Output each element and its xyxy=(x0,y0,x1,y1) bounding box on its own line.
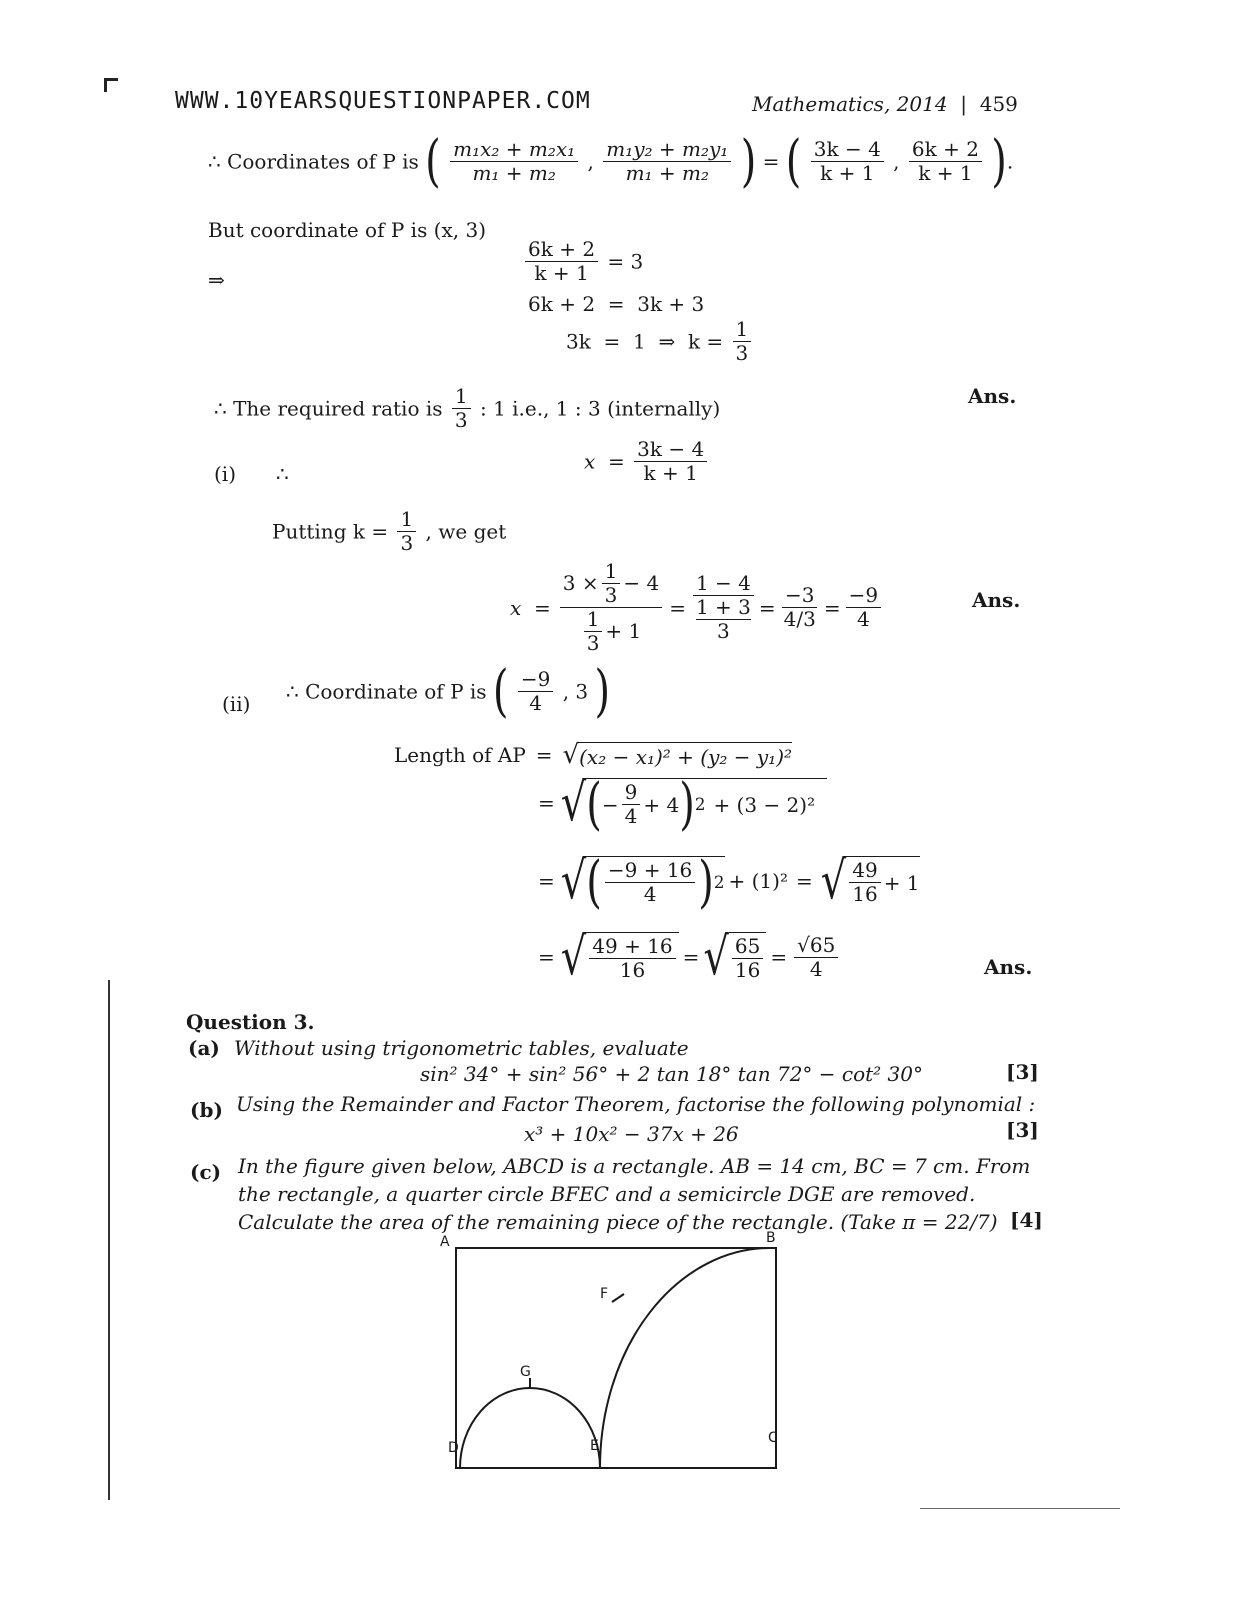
calc-top-a: 3 × xyxy=(562,571,599,595)
equation-2: 6k + 2 = 3k + 3 xyxy=(528,292,705,316)
x-label: x = xyxy=(584,449,625,474)
paren-close: ) xyxy=(991,129,1007,194)
paren-open: ( xyxy=(425,129,441,194)
length-label: Length of AP xyxy=(394,743,526,767)
calc-bot-b: + 1 xyxy=(605,619,642,643)
l3-final-frac: $\frac{√65}{4}$ xyxy=(794,934,838,981)
calc-top-frac: $\frac{1}{3}$ xyxy=(602,560,621,607)
coordP-post: , 3 xyxy=(562,679,589,704)
coordinates-line: ∴ Coordinates of P is ( $\frac{\text{m₁x₂ + m₂x₁}}{\text{m₁ + m₂}}$ , $\frac{\text{m₁y₂ + m₂y₁}}{\text{m₁ + m₂}}$ ) = ( $\frac{3k - 4}{k + 1}$ , $\frac{6k + 2}{k + 1}$ ). xyxy=(208,129,1014,194)
scan-mark xyxy=(104,78,107,92)
l2-frac: $\frac{-9 + 16}{4}$ xyxy=(605,859,695,906)
l1-plus: + 4 xyxy=(643,792,680,817)
question-b-label: (b) xyxy=(190,1098,223,1122)
section-frac-x: $\frac{\text{m₁x₂ + m₂x₁}}{\text{m₁ + m₂}}$ xyxy=(450,138,578,185)
label-b: B xyxy=(766,1230,776,1246)
running-header xyxy=(752,92,1018,116)
question-c-marks: [4] xyxy=(1010,1208,1043,1232)
rectangle-abcd xyxy=(456,1248,776,1468)
answer-mark: Ans. xyxy=(984,955,1033,979)
header-divider: | xyxy=(953,92,974,116)
question-b-text: Using the Remainder and Factor Theorem, factorise the following polynomial : xyxy=(236,1092,1036,1116)
page-number: 459 xyxy=(979,92,1018,116)
length-step-2: = √ ( $\frac{-9 + 16}{4}$ ) 2 + (1)² = √ $\frac{49}{16}$ + 1 xyxy=(538,850,920,915)
scan-bottom-line xyxy=(920,1508,1120,1509)
answer-mark: Ans. xyxy=(968,384,1017,408)
quarter-circle-bfec xyxy=(600,1248,770,1468)
calc-step2: $\frac{-3}{4/3}$ xyxy=(783,583,816,631)
but-coordinate-line: But coordinate of P is (x, 3) xyxy=(208,218,487,242)
putting-frac: $\frac{1}{3}$ xyxy=(397,508,416,555)
coordP-pre: ∴ Coordinate of P is xyxy=(286,679,487,704)
l2-right-tail: + 1 xyxy=(883,870,920,895)
label-e: E xyxy=(590,1438,599,1454)
l1-tail: + (3 − 2)² xyxy=(713,792,816,817)
question-c-label: (c) xyxy=(190,1160,222,1184)
part-i-label: (i) xyxy=(214,462,237,486)
question-b-marks: [3] xyxy=(1006,1118,1039,1142)
rectangle-figure xyxy=(440,1230,860,1498)
length-step-3: = √ $\frac{49 + 16}{16}$ = √ $\frac{65}{16}$ = $\frac{√65}{4}$ xyxy=(538,932,841,982)
calc-bot-frac: $\frac{1}{3}$ xyxy=(584,608,603,655)
answer-mark: Ans. xyxy=(972,588,1021,612)
implies-symbol: ⇒ xyxy=(208,268,225,292)
eq1-frac: $\frac{6k + 2}{k + 1}$ xyxy=(525,238,598,285)
k-frac-x: $\frac{3k - 4}{k + 1}$ xyxy=(811,138,884,185)
length-formula: Length of AP = √ (x₂ − x₁)² + (y₂ − y₁)² xyxy=(394,740,793,770)
coordP-frac: $\frac{-9}{4}$ xyxy=(518,668,553,715)
equation-1 xyxy=(522,238,643,285)
eq3-left: 3k = 1 ⇒ k = xyxy=(566,329,724,354)
sqrt-sign: √ xyxy=(703,927,729,987)
equation-3 xyxy=(566,318,754,365)
ratio-post: : 1 i.e., 1 : 3 (internally) xyxy=(479,396,721,421)
sqrt-sign: √ xyxy=(820,851,847,911)
l3-mid-frac: $\frac{65}{16}$ xyxy=(732,935,763,982)
label-d: D xyxy=(448,1440,459,1456)
calc-complex-frac xyxy=(560,560,662,655)
calc-lhs: x = xyxy=(510,595,551,620)
question-a-label: (a) xyxy=(188,1036,220,1060)
coordinate-p-line xyxy=(286,659,611,724)
ratio-line xyxy=(214,385,720,432)
paren-close: ) xyxy=(594,659,611,724)
part-ii-label: (ii) xyxy=(222,692,251,716)
calc-top-b: − 4 xyxy=(623,571,660,595)
length-radicand: (x₂ − x₁)² + (y₂ − y₁)² xyxy=(579,742,792,769)
sqrt-sign: √ xyxy=(560,773,587,833)
scan-edge-line xyxy=(108,980,110,1500)
sqrt-sign: √ xyxy=(560,927,587,987)
l2-right-frac: $\frac{49}{16}$ xyxy=(849,859,880,906)
paren-open: ( xyxy=(492,659,509,724)
l1-minus: − xyxy=(601,792,619,817)
x-calculation: x = 3 × $\frac{1}{3}$ − 4 $\frac{1}{3}$ + 1 = 1 − 4 1 + 3 3 = $\frac{-3}{4/3}$ = $\frac{-9}{4}$ xyxy=(510,560,884,655)
question-c-line-3: Calculate the area of the remaining piece of the rectangle. (Take π = 22/7) xyxy=(238,1210,998,1234)
putting-line xyxy=(272,508,506,555)
subject-title: Mathematics, 2014 xyxy=(752,92,948,116)
semicircle-dge xyxy=(460,1388,600,1468)
label-c: C xyxy=(768,1430,778,1446)
coord-label: ∴ Coordinates of P is xyxy=(208,149,419,174)
putting-pre: Putting k = xyxy=(272,519,389,544)
question-title: Question 3. xyxy=(186,1010,315,1034)
calc-step3: $\frac{-9}{4}$ xyxy=(846,584,881,631)
eq1-rhs: = 3 xyxy=(607,249,644,274)
f-marker xyxy=(612,1294,624,1302)
calc-step1: 1 − 4 1 + 3 3 xyxy=(693,572,754,643)
length-step-1: = √ ( − $\frac{9}{4}$ + 4 ) 2 + (3 − 2)² xyxy=(538,778,827,828)
k-frac-y: $\frac{6k + 2}{k + 1}$ xyxy=(909,138,982,185)
x-frac: $\frac{3k - 4}{k + 1}$ xyxy=(634,438,707,485)
label-g: G xyxy=(520,1364,531,1380)
question-b-expression: x³ + 10x² − 37x + 26 xyxy=(524,1122,739,1146)
sqrt-sign: √ xyxy=(560,851,587,911)
ratio-pre: ∴ The required ratio is xyxy=(214,396,443,421)
question-a-text: Without using trigonometric tables, evaluate xyxy=(234,1036,689,1060)
x-formula xyxy=(584,438,710,485)
therefore-symbol: ∴ xyxy=(276,462,289,486)
question-a-marks: [3] xyxy=(1006,1060,1039,1084)
paren-close: ) xyxy=(740,129,757,194)
putting-post: , we get xyxy=(425,519,507,544)
section-frac-y: $\frac{\text{m₁y₂ + m₂y₁}}{\text{m₁ + m₂}}$ xyxy=(603,138,731,185)
l1-frac: $\frac{9}{4}$ xyxy=(622,781,641,828)
l3-frac: $\frac{49 + 16}{16}$ xyxy=(589,935,675,982)
label-a: A xyxy=(440,1234,450,1250)
ratio-frac: $\frac{1}{3}$ xyxy=(452,385,471,432)
l2-tail: + (1)² xyxy=(728,869,788,893)
eq3-frac: $\frac{1}{3}$ xyxy=(733,318,752,365)
question-a-expression: sin² 34° + sin² 56° + 2 tan 18° tan 72° − cot² 30° xyxy=(420,1062,923,1086)
paren-open: ( xyxy=(785,129,802,194)
label-f: F xyxy=(600,1286,609,1302)
site-url: WWW.10YEARSQUESTIONPAPER.COM xyxy=(175,88,591,114)
question-c-line-2: the rectangle, a quarter circle BFEC and a semicircle DGE are removed. xyxy=(238,1182,976,1206)
question-c-line-1: In the figure given below, ABCD is a rectangle. AB = 14 cm, BC = 7 cm. From xyxy=(238,1154,1031,1178)
